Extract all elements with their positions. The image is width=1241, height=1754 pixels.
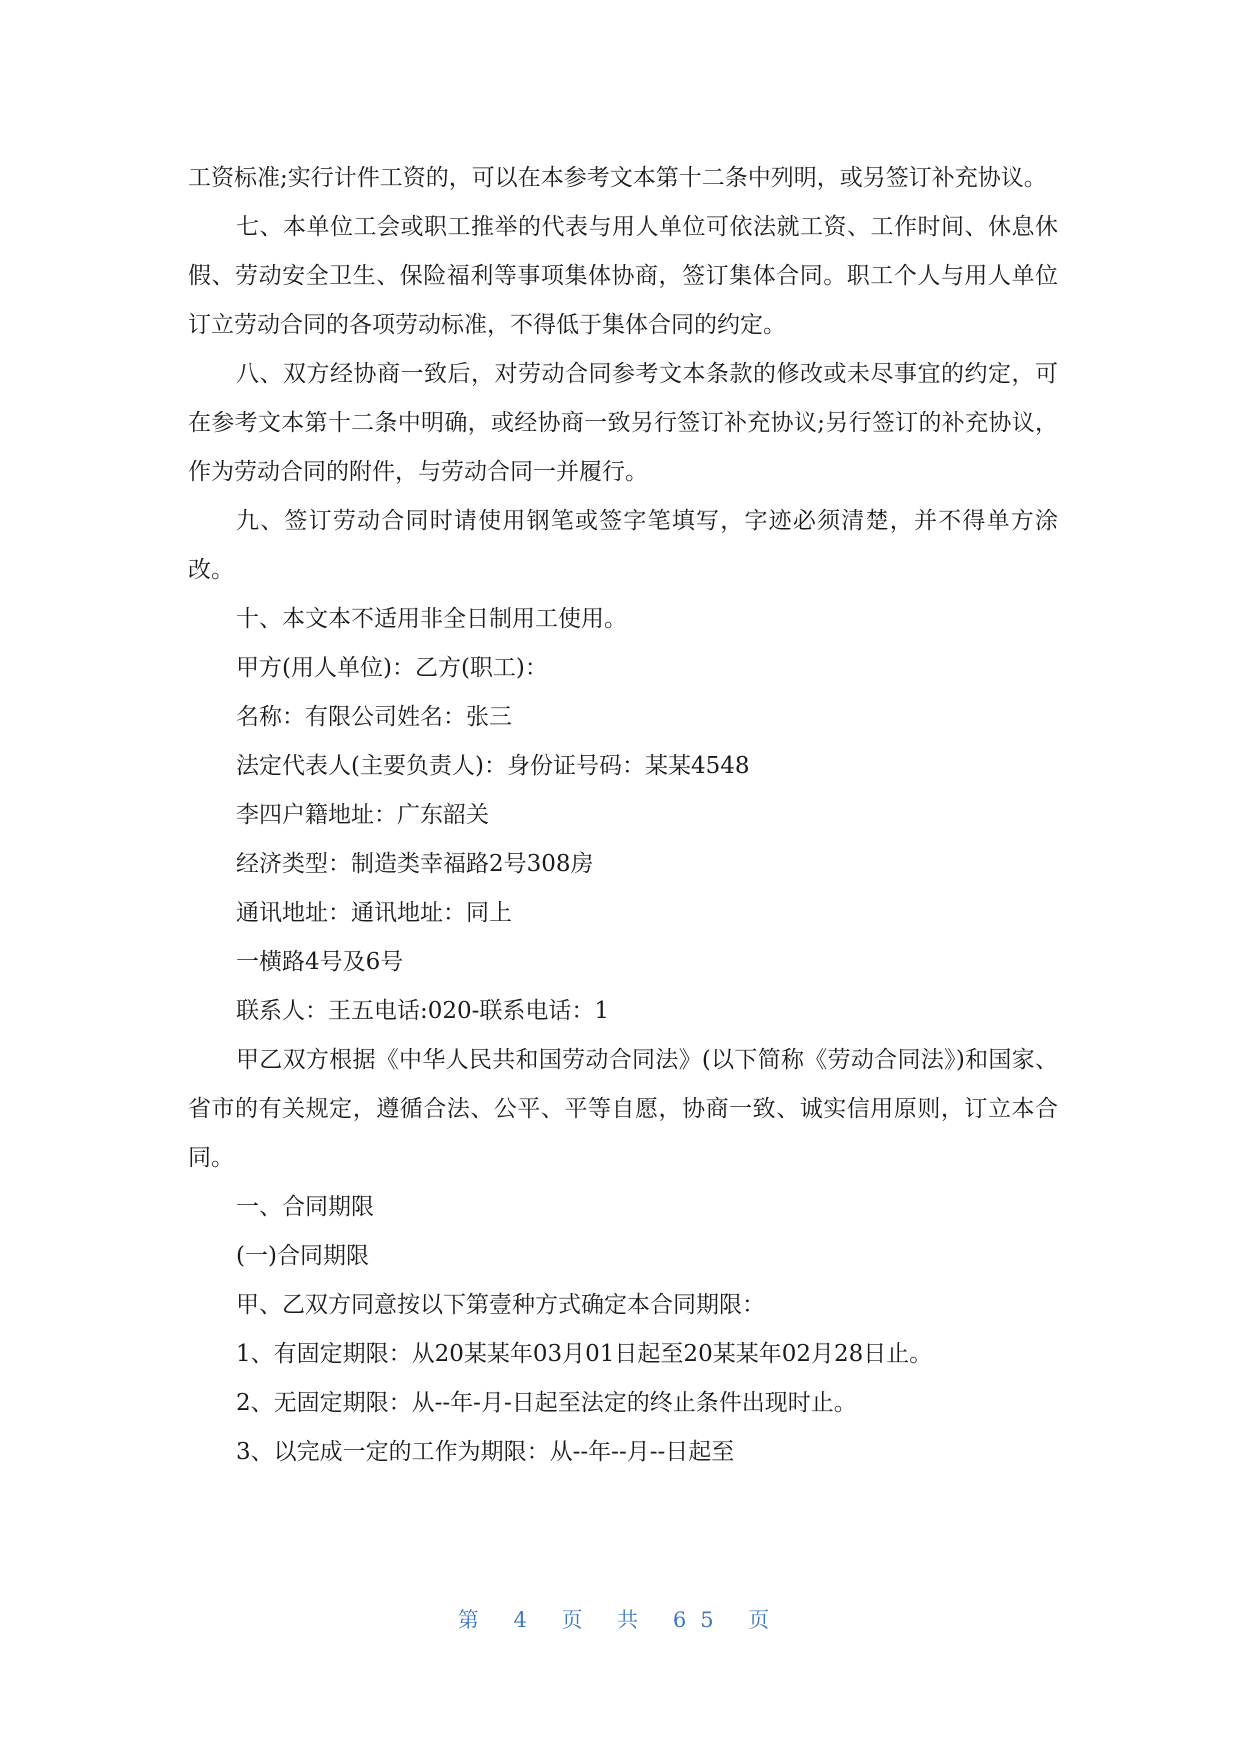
paragraph-8: 法定代表人(主要负责人)：身份证号码：某某4548 (236, 753, 750, 779)
paragraph-20: 3、以完成一定的工作为期限：从--年--月--日起至 (236, 1439, 735, 1465)
paragraph-17: 甲、乙双方同意按以下第壹种方式确定本合同期限： (236, 1292, 765, 1318)
paragraph-19: 2、无固定期限：从--年-月-日起至法定的终止条件出现时止。 (236, 1390, 857, 1416)
paragraph-3: 八、双方经协商一致后，对劳动合同参考文本条款的修改或未尽事宜的约定，可在参考文本第十二条中明确，或经协商一致另行签订补充协议;另行签订的补充协议，作为劳动合同的附件，与劳动合同一并履行。 (188, 361, 1058, 485)
paragraph-12: 一横路4号及6号 (236, 949, 404, 975)
paragraph-10: 经济类型：制造类幸福路2号308房 (236, 851, 594, 877)
paragraph-1: 工资标准;实行计件工资的，可以在本参考文本第十二条中列明，或另签订补充协议。 (188, 165, 1047, 191)
paragraph-7: 名称：有限公司姓名：张三 (236, 704, 512, 730)
paragraph-5: 十、本文本不适用非全日制用工使用。 (236, 606, 627, 632)
paragraph-18: 1、有固定期限：从20某某年03月01日起至20某某年02月28日止。 (236, 1341, 933, 1367)
paragraph-15: 一、合同期限 (236, 1194, 374, 1220)
paragraph-6: 甲方(用人单位)：乙方(职工)： (236, 655, 548, 681)
paragraph-2: 七、本单位工会或职工推举的代表与用人单位可依法就工资、工作时间、休息休假、劳动安全卫生、保险福利等事项集体协商，签订集体合同。职工个人与用人单位订立劳动合同的各项劳动标准，不得低于集体合同的约定。 (188, 214, 1058, 338)
page-number-footer: 第 4 页 共 65 页 (457, 1608, 784, 1632)
document-body (188, 154, 1058, 1477)
paragraph-16: (一)合同期限 (236, 1243, 369, 1269)
paragraph-13: 联系人：王五电话:020-联系电话：1 (236, 998, 610, 1024)
paragraph-4: 九、签订劳动合同时请使用钢笔或签字笔填写，字迹必须清楚，并不得单方涂改。 (188, 508, 1058, 583)
paragraph-14: 甲乙双方根据《中华人民共和国劳动合同法》(以下简称《劳动合同法》)和国家、省市的有关规定，遵循合法、公平、平等自愿，协商一致、诚实信用原则，订立本合同。 (188, 1047, 1058, 1171)
paragraph-11: 通讯地址：通讯地址：同上 (236, 900, 512, 926)
paragraph-9: 李四户籍地址：广东韶关 (236, 802, 489, 828)
